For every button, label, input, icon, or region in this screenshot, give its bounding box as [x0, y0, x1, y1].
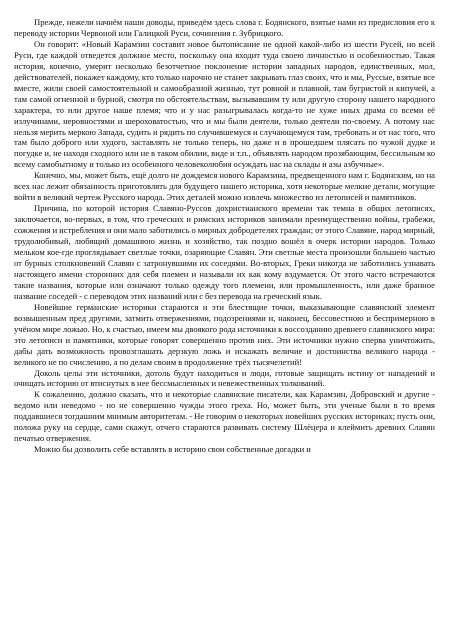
paragraph-1: Прежде, нежели начнём наши доводы, приведём здесь слова г. Бодянского, взятые нами из предисловия его к переводу истории Червоной или Галицкой Руси, сочинения г. Зубрицкого.	[14, 17, 435, 38]
paragraph-3: Конечно, мы, может быть, ещё долго не дождемся нового Карамзина, предвещенного нам г. Бодянским, но на всех нас лежит обязанность приготовлять для будущего нашего историка, хотя некоторые мелкие детали, могущие войти в великий чертеж Русского народа. Этих деталей можно извлечь множество из летописей и памятников.	[14, 170, 435, 203]
paragraph-8: Можно бы дозволить себе вставлять в историю свои собственные догадки и	[34, 444, 311, 455]
paragraph-2: Он говорит: «Новый Карамзин составит новое бытописание не одной какой-либо из шести Русей, но всей Руси, где каждой отведется должное место, поскольку она входит туда своею личностью и особенностью. Такая история, конечно, умерит несколько безотчетное поклонение истории западных народов, единственных, мол, действователей, покажет каждому, кто только нарочно не станет закрывать глаз своих, что и мы, Руссые, взятые все вместе, жили своей самостоятельной и самообразной жизнью, тут ровной и плавной, там бугристой и кипучей, а там самой огненной и бурной, смотря по обстоятельствам, вызывавшим ту или другую сторону нашего народного характера, то или другое наше племя; что и у нас разыгрывалась когда-то не хуже иных драма со всеми её излучинами, неровностями и шероховатостью, что и мы были деятели, только деятели по-своему. А потому нас нельзя мерить меркою Запада, судить и рядить по случившемуся и случающемуся там, требовать и от нас того, что там было доброго или худого, заставлять не только теперь, но даже и в прошедшем плясать по чужой дудке и погудке и, не находя сходного или не в таком обилии, виде и т.п., объявлять народом прозябающим, бессильным ко всему самобытному и только из особенного человеколюбия осуждать нас на склады и азы азбучные».	[14, 38, 435, 170]
paragraph-5: Новейшие германские историки стараются и эти блестящие точки, выказывающие славянский элемент возвышенным пред другими, затмить отвержениями, подозрениями и, наконец, бессовестною и беспримерною в учёном мире ложью. Но, к счастью, имеем мы двоякого рода источники к воссозданию древнего славянского мира: это летописи и памятники, которые говорят совершенно против них. Эти источники нужно сперва уничтожить, дабы дать возможность провозглашать дерзкую ложь и искажать величие и достоинства великого народа - великого не по счислению, а по делам своим в продолжение трёх тысячелетий!	[14, 301, 435, 367]
paragraph-7: К сожалению, должно сказать, что и некоторые славянские писатели, как Карамзин, Добровский и другие - ведомо или неведомо - но не совершенно чужды этого греха. Но, может быть, эти ученые были в то время поддавшиеся тогдашним мнимым авторитетам. - Не говорим о некоторых новейших русских историках; пусть они, положа руку на сердце, сами скажут, отчего стараются развивать систему Шлёцера и клеймить древних Славян печатью отвержения.	[14, 389, 435, 444]
paragraph-6: Доколь целы эти источники, дотоль будут находиться и люди, готовые защищать истину от нападений и очищать историю от втиснутых в нее бессмысленных и невежественных толкований.	[14, 367, 435, 389]
paragraph-4: Причина, по которой история Славяно-Руссов дохристианского времени так темна в общих летописях, заключается, во-первых, в том, что греческих и римских историков занимали преимущественно войны, грабежи, сожжения и истребления и они мало заботились о мирных добродетелях граждан; от этого Славяне, народ мирный, трудолюбивый, любящий домашнюю жизнь и хозяйство, так поздно вошёл в очерк истории народов. Только мельком кое-где проглядывает светлые точки, озаряющие Славян. Эти светлые места произошли большею частью от бурных столкновений Славян с затронувшими их соседями. Во-вторых, Греки никогда не заботились узнавать настоящего имени сторонних для себя племен и называли их как кому вздумается. От этого часто встречаются такие названия, которые или означают только одежду того племени, или промышленность, или даже бранное название соседей - с переводом этих названий или с без перевода на греческий язык.	[14, 203, 435, 301]
